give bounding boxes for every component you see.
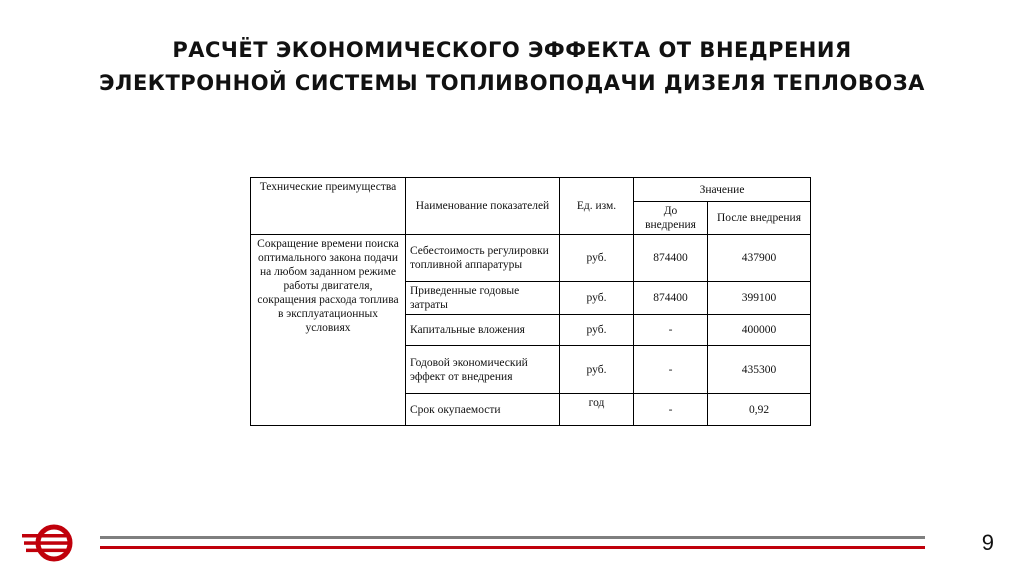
after-value: 0,92 (708, 394, 811, 426)
indicator-name: Капитальные вложения (406, 315, 560, 346)
unit-cell: руб. (560, 235, 634, 282)
before-value: 874400 (634, 235, 708, 282)
economic-effect-table-wrapper (250, 177, 811, 426)
indicator-name: Себестоимость регулировки топливной аппаратуры (406, 235, 560, 282)
after-value: 400000 (708, 315, 811, 346)
after-value: 399100 (708, 282, 811, 315)
railway-logo-icon (20, 521, 76, 565)
slide-title (0, 34, 1024, 100)
before-value: 874400 (634, 282, 708, 315)
header-before: До внедрения (634, 202, 708, 235)
indicator-name: Срок окупаемости (406, 394, 560, 426)
advantage-description: Сокращение времени поиска оптимального закона подачи на любом заданном режиме работы двигателя, сокращения расхода топлива в эксплуатационных условиях (251, 235, 406, 426)
page-number: 9 (981, 530, 994, 555)
before-value: - (634, 394, 708, 426)
unit-cell: руб. (560, 346, 634, 394)
table-row (251, 235, 811, 282)
after-value: 435300 (708, 346, 811, 394)
header-value: Значение (634, 178, 811, 202)
indicator-name: Приведенные годовые затраты (406, 282, 560, 315)
indicator-name: Годовой экономический эффект от внедрения (406, 346, 560, 394)
title-line-2: ЭЛЕКТРОННОЙ СИСТЕМЫ ТОПЛИВОПОДАЧИ ДИЗЕЛЯ ТЕПЛОВОЗА (99, 71, 925, 95)
before-value: - (634, 315, 708, 346)
header-advantages: Технические преимущества (251, 178, 406, 235)
unit-cell: руб. (560, 315, 634, 346)
footer-gray-line (100, 536, 925, 539)
header-unit: Ед. изм. (560, 178, 634, 235)
unit-cell: руб. (560, 282, 634, 315)
footer-red-line (100, 546, 925, 549)
before-value: - (634, 346, 708, 394)
after-value: 437900 (708, 235, 811, 282)
economic-effect-table (250, 177, 811, 426)
title-line-1: РАСЧЁТ ЭКОНОМИЧЕСКОГО ЭФФЕКТА ОТ ВНЕДРЕНИЯ (172, 38, 852, 62)
header-after: После внедрения (708, 202, 811, 235)
unit-cell: год (560, 394, 634, 426)
header-indicator: Наименование показателей (406, 178, 560, 235)
